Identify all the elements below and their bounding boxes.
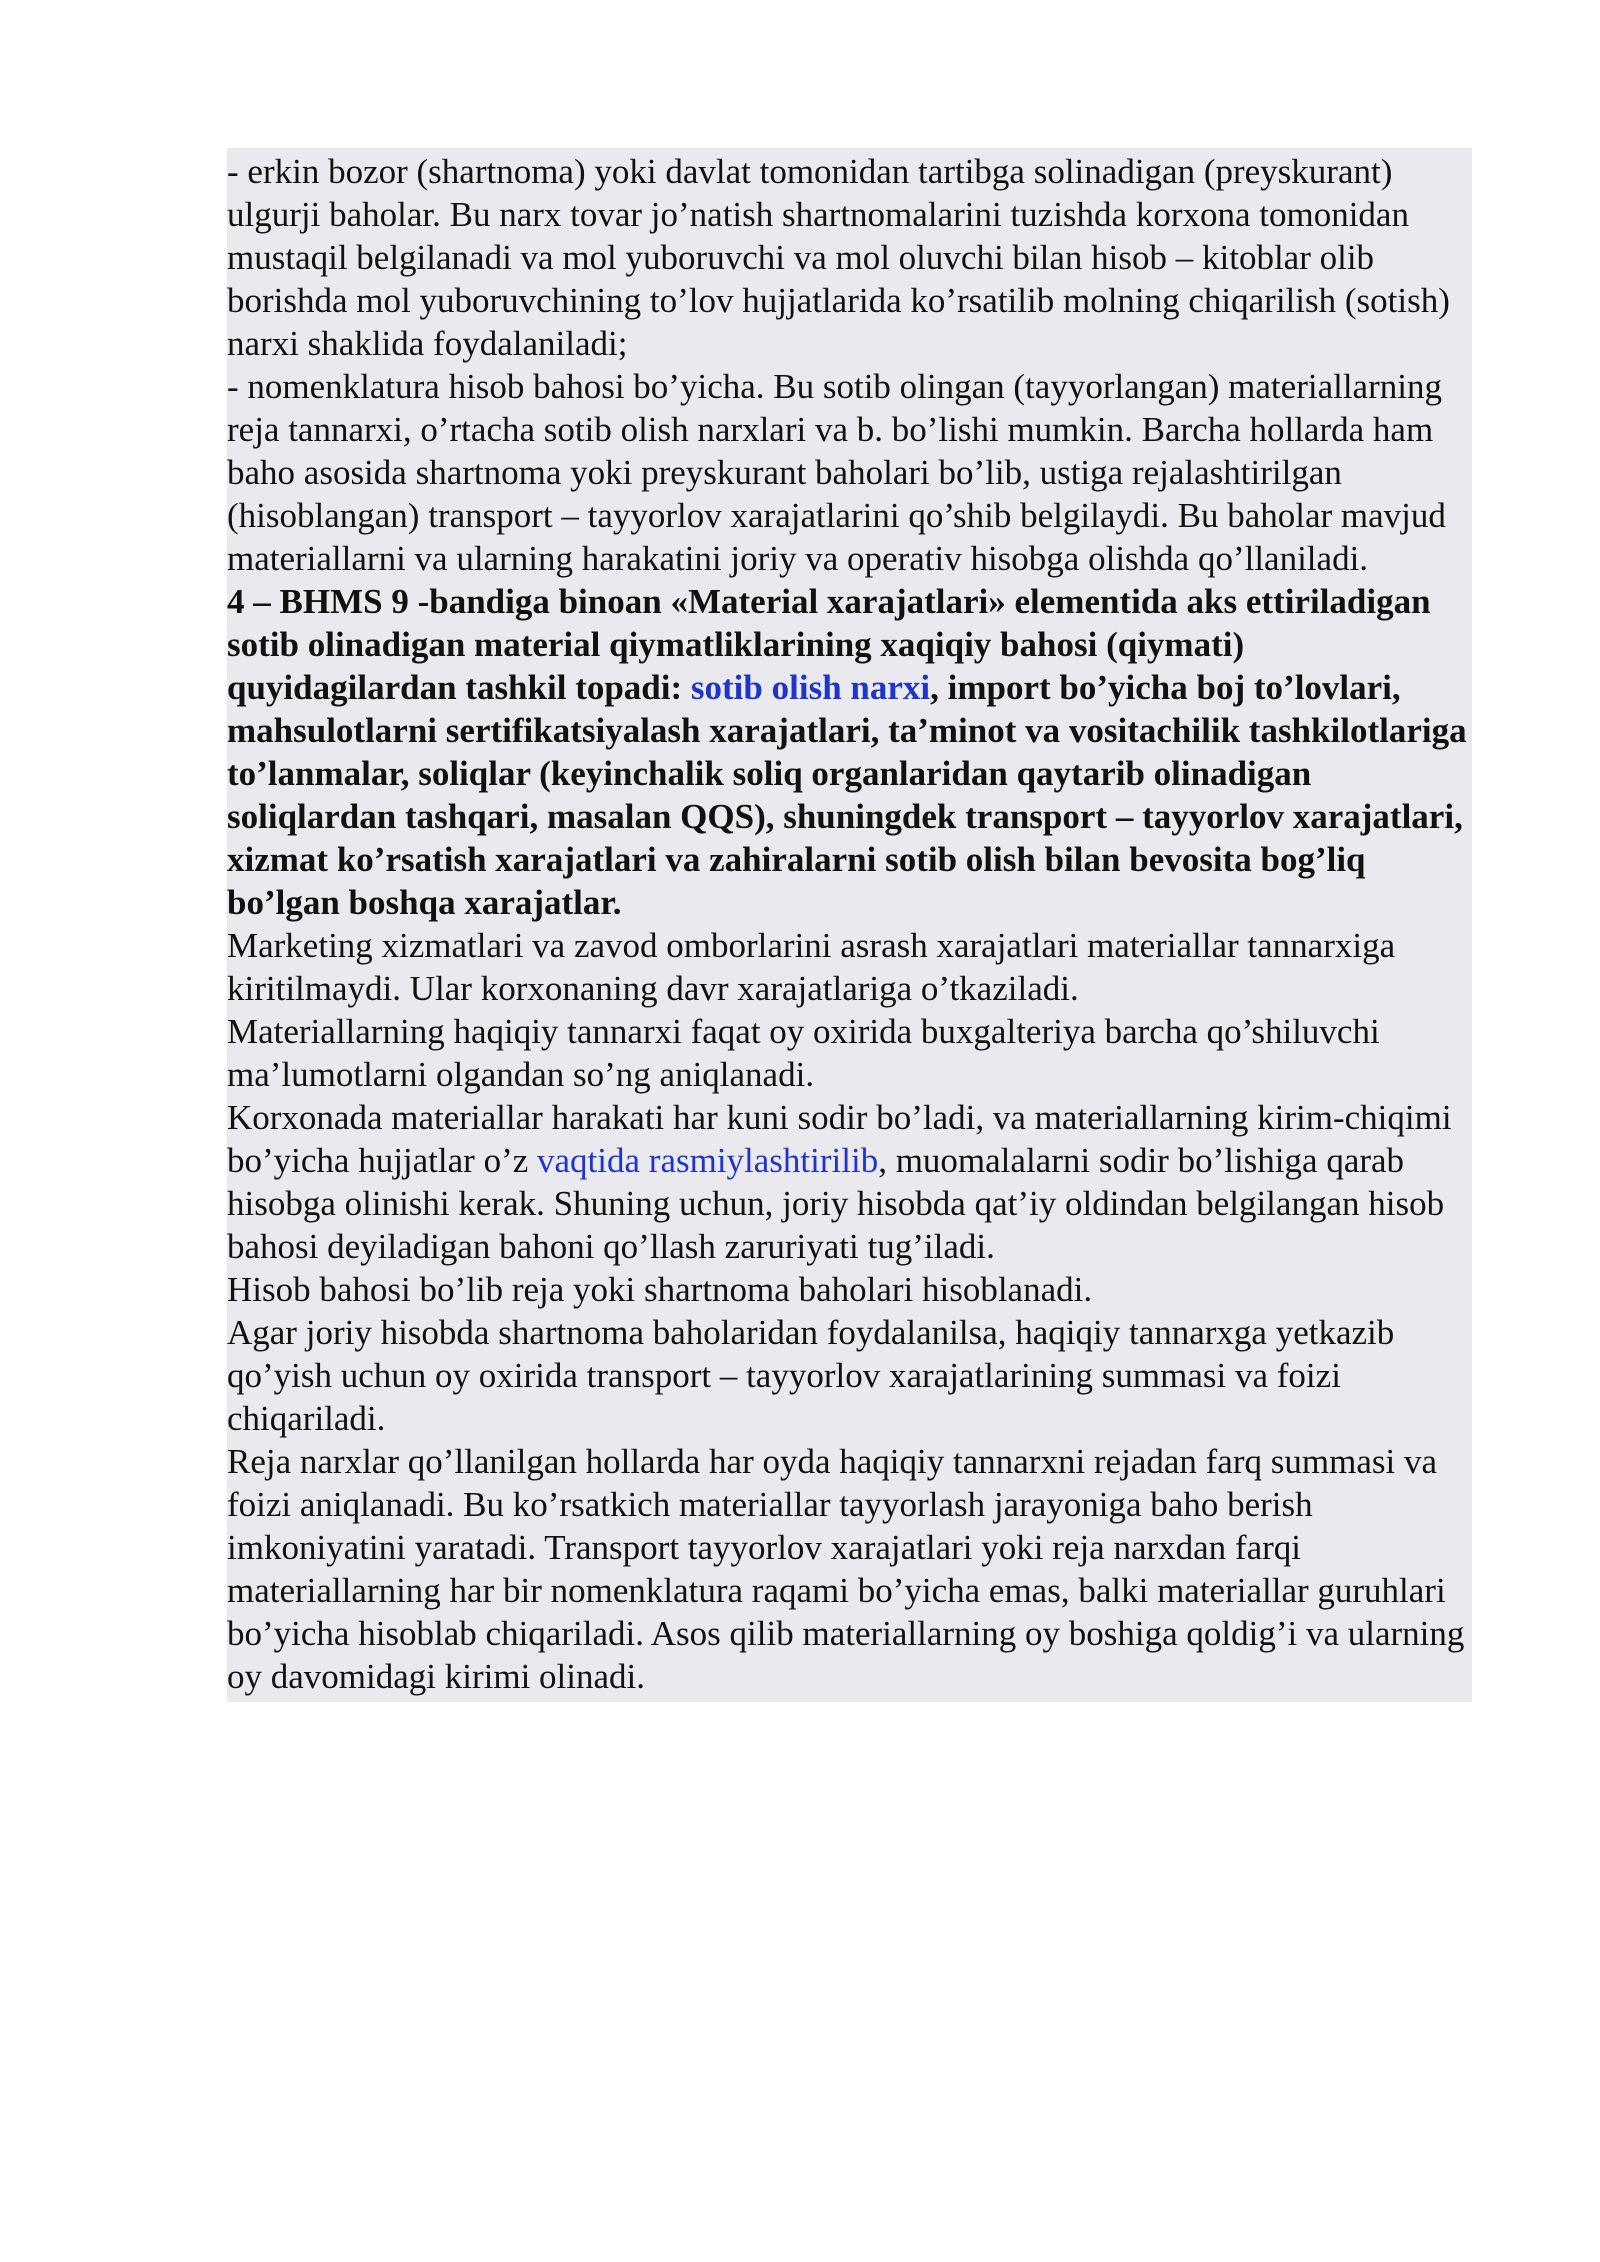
movement-text-end: , muomalalarni sodir bo’lishiga qarab hisobga olinishi kerak. Shuning uchun, joriy hisobda qat’iy oldindan belgilangan hisob bahosi deyiladigan bahoni qo’llash zaruriyati tug’iladi. <box>227 1141 1445 1266</box>
paragraph-nomenclature-price: - nomenklatura hisob bahosi bo’yicha. Bu sotib olingan (tayyorlangan) materiallarning reja tannarxi, o’rtacha sotib olish narxlari va b. bo’lishi mumkin. Barcha hollarda ham baho asosida shartnoma yoki preyskurant baholari bo’lib, ustiga rejalashtirilgan (hisoblangan) transport – tayyorlov xarajatlarini qo’shib belgilaydi. Bu baholar mavjud materiallarni va ularning harakatini joriy va operativ hisobga olishda qo’llaniladi. <box>227 367 1446 578</box>
movement-text-start: Korxonada materiallar harakati har kuni sodir bo’ladi, va materiallarning kirim-chiqimi bo’yicha hujjatlar o’z <box>227 1098 1452 1180</box>
paragraph-marketing-costs: Marketing xizmatlari va zavod omborlarini asrash xarajatlari materiallar tannarxiga kiritilmaydi. Ular korxonaning davr xarajatlariga o’tkaziladi. <box>227 926 1396 1008</box>
bhms-text-start: 4 – BHMS 9 -bandiga binoan «Material xarajatlari» elementida aks ettiriladigan sotib olinadigan material qiymatliklarining xaqiqiy bahosi (qiymati) quyidagilardan tashkil topadi: <box>227 582 1431 707</box>
paragraph-actual-cost: Materiallarning haqiqiy tannarxi faqat oy oxirida buxgalteriya barcha qo’shiluvchi ma’lumotlarni olgandan so’ng aniqlanadi. <box>227 1012 1380 1094</box>
paragraph-accounting-price: Hisob bahosi bo’lib reja yoki shartnoma baholari hisoblanadi. <box>227 1270 1093 1309</box>
paragraph-contract-prices: Agar joriy hisobda shartnoma baholaridan foydalanilsa, haqiqiy tannarxga yetkazib qo’yish uchun oy oxirida transport – tayyorlov xarajatlarining summasi va foizi chiqariladi. <box>227 1313 1395 1438</box>
paragraph-planned-prices: Reja narxlar qo’llanilgan hollarda har oyda haqiqiy tannarxni rejadan farq summasi va foizi aniqlanadi. Bu ko’rsatkich materiallar tayyorlash jarayoniga baho berish imkoniyatini yaratadi. Transport tayyorlov xarajatlari yoki reja narxdan farqi materiallarning har bir nomenklatura raqami bo’yicha emas, balki materiallar guruhlari bo’yicha hisoblab chiqariladi. Asos qilib materiallarning oy boshiga qoldig’i va ularning oy davomidagi kirimi olinadi. <box>227 1442 1465 1696</box>
link-purchase-price[interactable]: sotib olish narxi <box>690 668 931 707</box>
paragraph-material-movement <box>227 1096 1472 1268</box>
bhms-text-end: , import bo’yicha boj to’lovlari, mahsulotlarni sertifikatsiyalash xarajatlari, ta’minot va vositachilik tashkilotlariga to’lanmalar, soliqlar (keyinchalik soliq organlaridan qaytarib olinadigan soliqlardan tashqari, masalan QQS), shuningdek transport – tayyorlov xarajatlari, xizmat ko’rsatish xarajatlari va zahiralarni sotib olish bilan bevosita bog’liq bo’lgan boshqa xarajatlar. <box>227 668 1467 922</box>
document-body <box>227 148 1472 1702</box>
paragraph-bhms-9 <box>227 580 1472 924</box>
link-timely-documentation[interactable]: vaqtida rasmiylashtirilib <box>537 1141 879 1180</box>
paragraph-wholesale-prices: - erkin bozor (shartnoma) yoki davlat tomonidan tartibga solinadigan (preyskurant) ulgurji baholar. Bu narx tovar jo’natish shartnomalarini tuzishda korxona tomonidan mustaqil belgilanadi va mol yuboruvchi va mol oluvchi bilan hisob – kitoblar olib borishda mol yuboruvchining to’lov hujjatlarida ko’rsatilib molning chiqarilish (sotish) narxi shaklida foydalaniladi; <box>227 152 1450 363</box>
